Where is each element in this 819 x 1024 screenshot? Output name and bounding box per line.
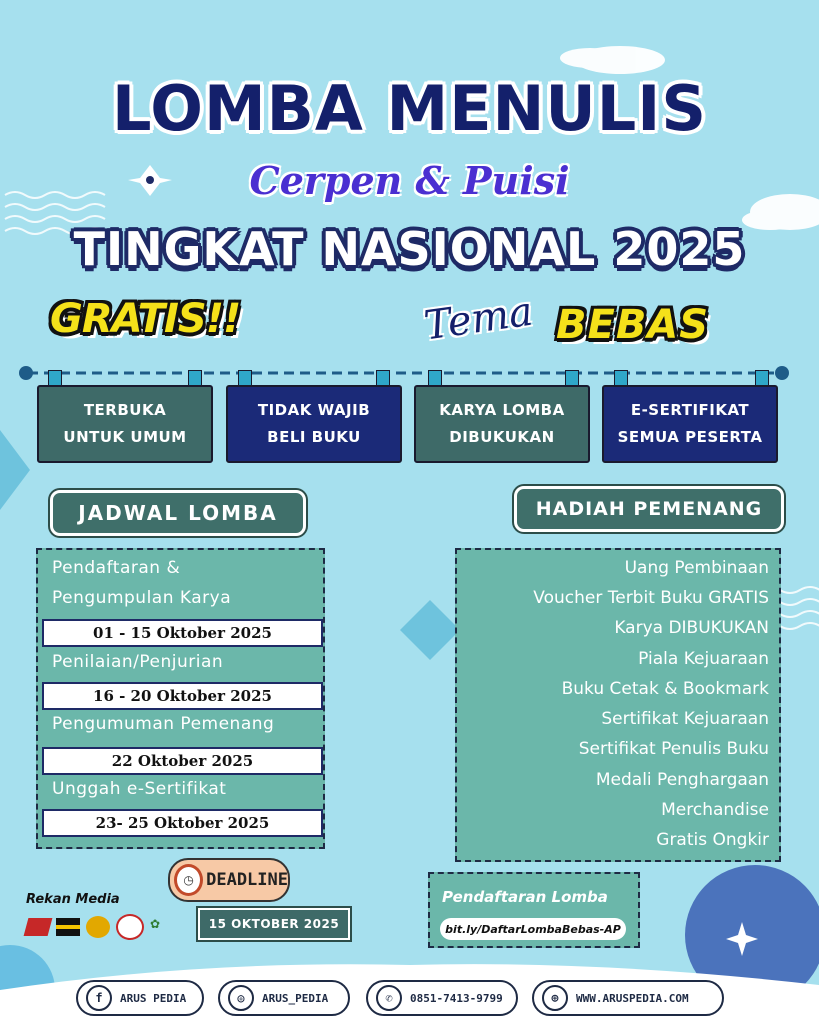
social-handle: ARUS PEDIA [120,991,187,1005]
prize-item: Voucher Terbit Buku GRATIS [533,588,769,608]
feature-line: SEMUA PESERTA [617,428,763,446]
schedule-heading: JADWAL LOMBA [50,490,306,536]
main-title: LOMBA MENULIS [111,72,708,145]
prize-item: Sertifikat Kejuaraan [601,709,769,729]
prize-item: Karya DIBUKUKAN [614,618,769,638]
media-partner-label: Rekan Media [26,892,120,907]
prize-item: Gratis Ongkir [656,830,769,850]
deadline-badge [168,858,290,902]
tema-label: Tema [421,288,536,350]
globe-icon: ⊕ [542,985,568,1011]
registration-link[interactable]: bit.ly/DaftarLombaBebas-AP [440,918,626,940]
prize-item: Sertifikat Penulis Buku [578,739,769,759]
clock-icon: ◷ [174,864,203,896]
social-instagram[interactable] [218,980,350,1016]
social-whatsapp[interactable] [366,980,518,1016]
partner-logo-icon [56,918,80,936]
registration-panel [428,872,640,948]
social-handle: ARUS_PEDIA [262,991,329,1005]
schedule-label: Unggah e-Sertifikat [52,779,227,799]
social-website[interactable] [532,980,724,1016]
level-title: TINGKAT NASIONAL 2025 [73,222,746,276]
gratis-badge: GRATIS!! [50,296,241,342]
whatsapp-icon: ✆ [376,985,402,1011]
social-facebook[interactable] [76,980,204,1016]
schedule-label: Pendaftaran & [52,558,181,578]
prize-item: Buku Cetak & Bookmark [561,679,769,699]
schedule-date: 01 - 15 Oktober 2025 [42,619,323,647]
prize-item: Merchandise [661,800,769,820]
feature-line: DIBUKUKAN [449,428,555,446]
partner-logo-icon [86,916,110,938]
prizes-panel [455,548,781,862]
deadline-label: DEADLINE [206,870,288,890]
feature-line: UNTUK UMUM [63,428,187,446]
partner-logo-icon [24,918,53,936]
schedule-date: 22 Oktober 2025 [42,747,323,775]
partner-logo-icon [116,914,144,940]
bebas-badge: BEBAS [556,302,710,348]
facebook-icon: f [86,985,112,1011]
feature-line: E-SERTIFIKAT [630,401,750,419]
prize-item: Uang Pembinaan [624,558,769,578]
registration-label: Pendaftaran Lomba [442,888,608,906]
schedule-date: 23- 25 Oktober 2025 [42,809,323,837]
prizes-heading: HADIAH PEMENANG [514,486,784,532]
schedule-panel [36,548,325,849]
feature-card-published [414,385,590,463]
feature-card-open [37,385,213,463]
social-handle: 0851-7413-9799 [410,991,503,1005]
prize-item: Medali Penghargaan [595,770,769,790]
partner-logo-icon: ✿ [150,917,161,931]
partner-logos [26,914,186,940]
feature-line: BELI BUKU [267,428,361,446]
feature-line: KARYA LOMBA [439,401,565,419]
schedule-label: Penilaian/Penjurian [52,652,224,672]
social-handle: WWW.ARUSPEDIA.COM [576,991,689,1005]
deadline-date: 15 OKTOBER 2025 [198,908,350,940]
instagram-icon: ◎ [228,985,254,1011]
schedule-date: 16 - 20 Oktober 2025 [42,682,323,710]
feature-line: TIDAK WAJIB [257,401,371,419]
prize-item: Piala Kejuaraan [638,649,769,669]
feature-card-certificate [602,385,778,463]
schedule-label: Pengumuman Pemenang [52,714,275,734]
feature-card-no-book [226,385,402,463]
feature-line: TERBUKA [83,401,167,419]
subtitle: Cerpen & Puisi [249,158,570,203]
schedule-label: Pengumpulan Karya [52,588,232,608]
